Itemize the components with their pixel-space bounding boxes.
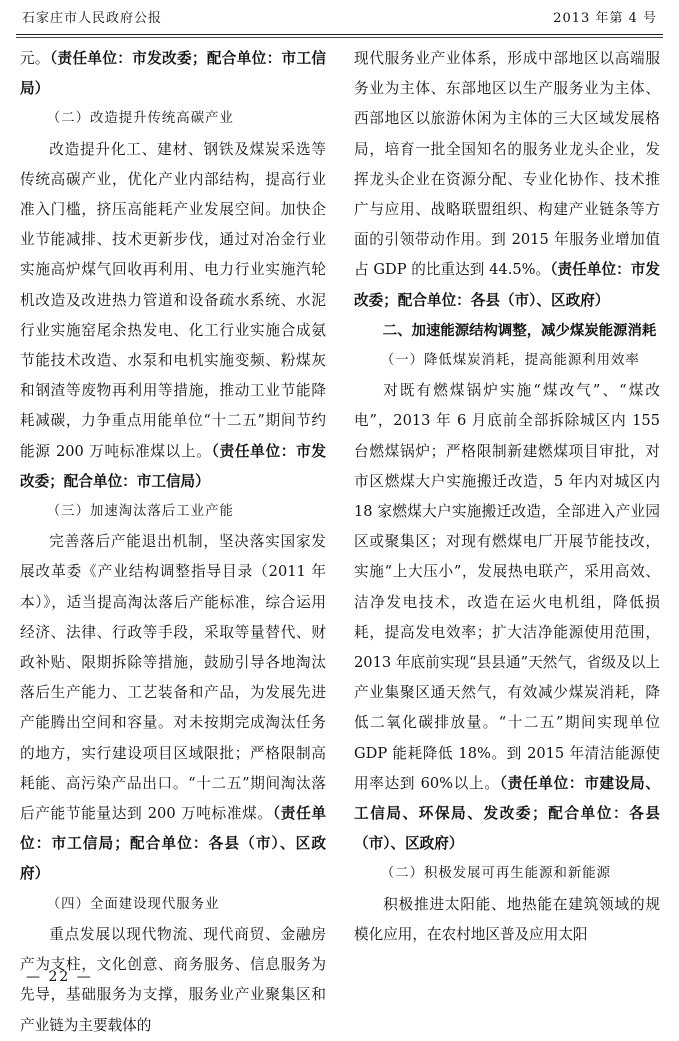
section-heading: （四）全面建设现代服务业 — [46, 896, 220, 912]
responsibility-note: （责任单位：市发改委；配合单位：各县（市）、区政府） — [354, 261, 660, 309]
responsibility-note: （责任单位：市发改委；配合单位：市工信局） — [20, 442, 326, 490]
responsibility-note: （责任单位：市发改委；配合单位：市工信局） — [20, 50, 326, 98]
left-column — [20, 44, 326, 1041]
paragraph — [20, 135, 326, 497]
page-header — [16, 8, 663, 30]
paragraph-continued — [20, 44, 326, 104]
responsibility-note: （责任单位：市建设局、工信局、环保局、发改委；配合单位：各县（市）、区政府） — [354, 774, 661, 853]
section-heading: （一）降低煤炭消耗，提高能源利用效率 — [380, 353, 640, 369]
right-column — [354, 44, 660, 950]
section-heading: （三）加速淘汰落后工业产能 — [46, 504, 234, 520]
publication-title: 石家庄市人民政府公报 — [22, 11, 163, 26]
paragraph — [20, 527, 326, 889]
body-text: 现代服务业产业体系，形成中部地区以高端服务业为主体、东部地区以生产服务业为主体、西部地区以旅游休闲为主体的三大区域发展格局，培育一批全国知名的服务业龙头企业，发挥龙头企业在资源分配、专业化协作、技术推广与应用、战略联盟组织、构建产业链条等方面的引领带动作用。到 2015 年服务业增加值占 GDP 的比重达到 44.5%。 — [354, 50, 660, 279]
body-text: 改造提升化工、建材、钢铁及煤炭采选等传统高碳产业，优化产业内部结构，提高行业准入门槛，挤压高能耗产业发展空间。加快企业节能减排、技术更新步伐，通过对冶金行业实施高炉煤气回收再利用、电力行业实施汽轮机改造及改进热力管道和设备疏水系统、水泥行业实施窑尾余热发电、化工行业实施合成氨节能技术改造、水泵和电机实施变频、粉煤灰和钢渣等废物再利用等措施，推动工业节能降耗减碳，力争重点用能单位“十二五”期间节约能源 200 万吨标准煤以上。 — [20, 140, 326, 460]
body-text: 重点发展以现代物流、现代商贸、金融房产为支柱，文化创意、商务服务、信息服务为先导，基础服务为支撑，服务业产业聚集区和产业链为主要载体的 — [20, 925, 326, 1034]
body-text: 积极推进太阳能、地热能在建筑领域的规模化应用，在农村地区普及应用太阳 — [354, 895, 660, 943]
paragraph-continued — [354, 44, 660, 316]
responsibility-note: （责任单位：市工信局；配合单位：各县（市）、区政府） — [20, 805, 326, 883]
header-divider-thin — [16, 37, 663, 38]
section-heading: （二）积极发展可再生能源和新能源 — [380, 866, 612, 882]
issue-number: 2013 年第 4 号 — [553, 11, 657, 26]
section-heading: （二）改造提升传统高碳产业 — [46, 111, 234, 127]
body-text: 对既有燃煤锅炉实施“煤改气”、“煤改电”，2013 年 6 月底前全部拆除城区内 155 台燃煤锅炉；严格限制新建燃煤项目审批，对市区燃煤大户实施搬迁改造，5 年内对城区内 18 家燃煤大户实施搬迁改造，全部进入产业园区或聚集区；对现有燃煤电厂开展节能技改，实施“上大压小”，发展热电联产，采用高效、洁净发电技术，改造在运火电机组，降低损耗，提高发电效率；扩大洁净能源使用范围，2013 年底前实现“县县通”天然气，省级及以上产业集聚区通天然气，有效减少煤炭消耗，降低二氧化碳排放量。“十二五”期间实现单位 GDP 能耗降低 18%。到 2015 年清洁能源使用率达到 60%以上。 — [354, 382, 660, 792]
body-text: 完善落后产能退出机制，坚决落实国家发展改革委《产业结构调整指导目录（2011 年本）》，适当提高淘汰落后产能标准，综合运用经济、法律、行政等手段，采取等量替代、财政补贴、限期拆除等措施，鼓励引导各地淘汰落后生产能力、工艺装备和产品，为发展先进产能腾出空间和容量。对未按期完成淘汰任务的地方，实行建设项目区域限批；严格限制高耗能、高污染产品出口。“十二五”期间淘汰落后产能节能量达到 200 万吨标准煤。 — [20, 533, 326, 823]
paragraph — [354, 376, 660, 859]
page-number: — 22 — — [26, 969, 93, 985]
header-divider — [16, 34, 663, 35]
chapter-heading: 二、加速能源结构调整，减少煤炭能源消耗 — [382, 322, 657, 339]
paragraph — [354, 890, 660, 950]
body-text: 元。 — [20, 50, 50, 67]
